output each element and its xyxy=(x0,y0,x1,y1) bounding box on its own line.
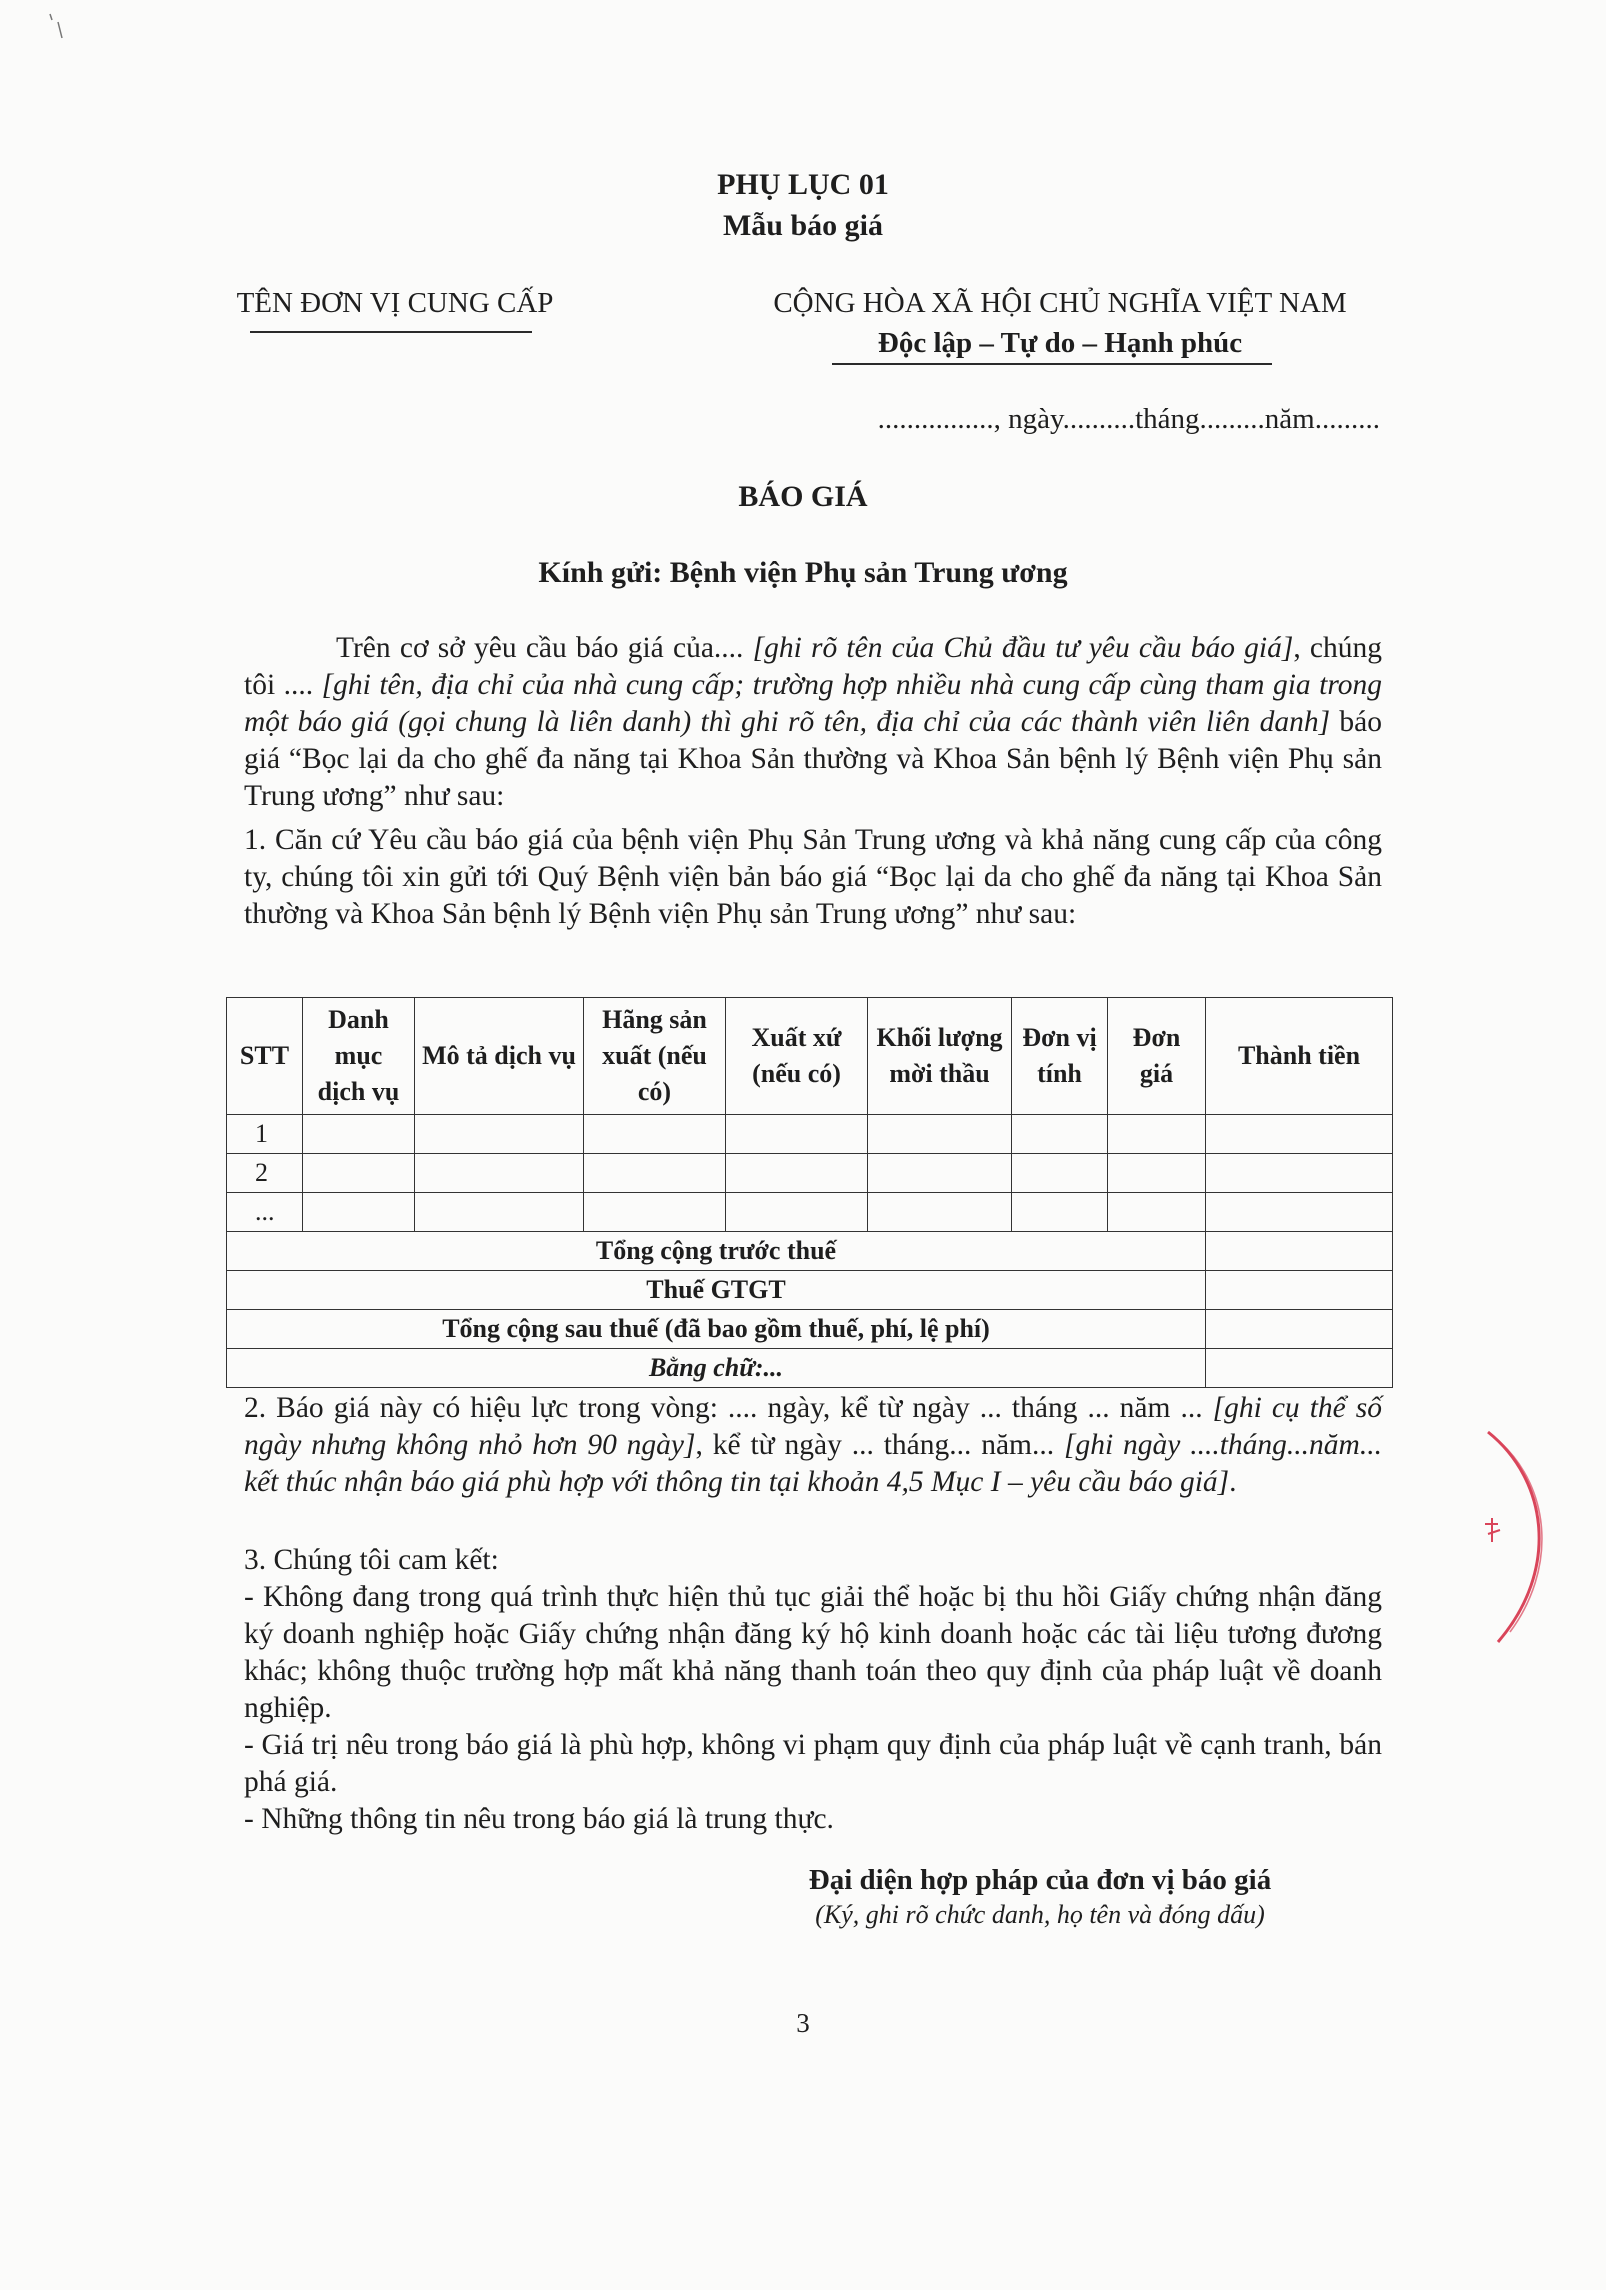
row-number: 1 xyxy=(227,1115,303,1154)
commitments-title: 3. Chúng tôi cam kết: xyxy=(244,1544,499,1576)
table-cell xyxy=(868,1193,1012,1232)
row-number: 2 xyxy=(227,1154,303,1193)
in-words-row xyxy=(227,1349,1393,1388)
country-name: CỘNG HÒA XÃ HỘI CHỦ NGHĨA VIỆT NAM xyxy=(773,287,1347,319)
table-cell xyxy=(868,1154,1012,1193)
table-cell xyxy=(726,1115,868,1154)
motto: Độc lập – Tự do – Hạnh phúc xyxy=(877,327,1243,359)
row-number: ... xyxy=(227,1193,303,1232)
intro-text-c: báo giá “Bọc lại da cho ghế đa năng tại Khoa Sản thường và Khoa Sản bệnh lý Bệnh viện Phụ sản Trung ương” như sau: xyxy=(244,706,1383,812)
table-cell xyxy=(303,1115,415,1154)
date-line: ................, ngày..........tháng.........năm......... xyxy=(877,403,1380,435)
table-cell xyxy=(1108,1115,1206,1154)
intro-placeholder-b: [ghi tên, địa chỉ của nhà cung cấp; trường hợp nhiều nhà cung cấp cùng tham gia trong một báo giá (gọi chung là liên danh) thì ghi rõ tên, địa chỉ của các thành viên liên danh] xyxy=(244,669,1382,738)
total-label: Tổng cộng sau thuế (đã bao gồm thuế, phí, lệ phí) xyxy=(227,1310,1206,1349)
appendix-subtitle: Mẫu báo giá xyxy=(722,209,884,242)
header-unit-price: Đơn giá xyxy=(1108,998,1206,1115)
recipient-line: Kính gửi: Bệnh viện Phụ sản Trung ương xyxy=(538,556,1068,589)
validity-text-c: . xyxy=(1229,1466,1237,1498)
appendix-title: PHỤ LỤC 01 xyxy=(717,168,889,201)
header-quantity: Khối lượng mời thầu xyxy=(868,998,1012,1115)
quote-table xyxy=(226,997,1393,1388)
vat-value xyxy=(1206,1271,1393,1310)
table-cell xyxy=(1206,1115,1393,1154)
table-row xyxy=(227,1193,1393,1232)
table-cell xyxy=(303,1193,415,1232)
intro-text-a: Trên cơ sở yêu cầu báo giá của.... xyxy=(336,632,753,664)
total-row xyxy=(227,1310,1393,1349)
table-header-row xyxy=(227,998,1393,1115)
supplier-underline xyxy=(250,331,532,333)
validity-text-b: , kể từ ngày ... tháng... năm... xyxy=(695,1429,1064,1461)
table-cell xyxy=(415,1115,584,1154)
commitment-item: - Những thông tin nêu trong báo giá là trung thực. xyxy=(244,1803,834,1835)
table-cell xyxy=(303,1154,415,1193)
table-cell xyxy=(1012,1115,1108,1154)
header-service-list: Danh mục dịch vụ xyxy=(303,998,415,1115)
intro-text-b: , chúng tôi .... xyxy=(244,632,1382,701)
basis-paragraph: 1. Căn cứ Yêu cầu báo giá của bệnh viện Phụ Sản Trung ương và khả năng cung cấp của công ty, chúng tôi xin gửi tới Quý Bệnh viện bản báo giá “Bọc lại da cho ghế đa năng tại Khoa Sản thường và Khoa Sản bệnh lý Bệnh viện Phụ sản Trung ương” như sau: xyxy=(244,824,1382,930)
validity-placeholder-b: [ghi ngày ....tháng...năm... kết thúc nhận báo giá phù hợp với thông tin tại khoản 4,5 Mục I – yêu cầu báo giá] xyxy=(244,1429,1382,1498)
table-row xyxy=(227,1115,1393,1154)
table-cell xyxy=(584,1154,726,1193)
table-cell xyxy=(726,1154,868,1193)
commitments-section xyxy=(244,1542,1382,1838)
table-cell xyxy=(1206,1154,1393,1193)
table-cell xyxy=(584,1193,726,1232)
table-cell xyxy=(415,1193,584,1232)
signature-title: Đại diện hợp pháp của đơn vị báo giá xyxy=(808,1864,1272,1896)
validity-placeholder-a: [ghi cụ thể số ngày nhưng không nhỏ hơn 90 ngày] xyxy=(244,1392,1382,1461)
header-stt: STT xyxy=(227,998,303,1115)
scan-mark-icon xyxy=(42,8,72,48)
table-cell xyxy=(868,1115,1012,1154)
header-service-description: Mô tả dịch vụ xyxy=(415,998,584,1115)
signature-note: (Ký, ghi rõ chức danh, họ tên và đóng dấu) xyxy=(815,1900,1265,1929)
red-seal-icon xyxy=(1468,1420,1558,1650)
in-words-value xyxy=(1206,1349,1393,1388)
header-origin: Xuất xứ (nếu có) xyxy=(726,998,868,1115)
table-cell xyxy=(415,1154,584,1193)
header-manufacturer: Hãng sản xuất (nếu có) xyxy=(584,998,726,1115)
page-number: 3 xyxy=(796,2008,810,2038)
table-cell xyxy=(1108,1193,1206,1232)
header-amount: Thành tiền xyxy=(1206,998,1393,1115)
subtotal-value xyxy=(1206,1232,1393,1271)
motto-underline xyxy=(832,363,1272,365)
vat-row xyxy=(227,1271,1393,1310)
validity-paragraph xyxy=(244,1390,1382,1501)
subtotal-row xyxy=(227,1232,1393,1271)
intro-paragraph xyxy=(244,630,1382,815)
header-unit: Đơn vị tính xyxy=(1012,998,1108,1115)
table-cell xyxy=(726,1193,868,1232)
table-cell xyxy=(1206,1193,1393,1232)
commitment-item: - Giá trị nêu trong báo giá là phù hợp, không vi phạm quy định của pháp luật về cạnh tranh, bán phá giá. xyxy=(244,1729,1382,1798)
in-words-label: Bằng chữ:... xyxy=(227,1349,1206,1388)
commitment-item: - Không đang trong quá trình thực hiện thủ tục giải thể hoặc bị thu hồi Giấy chứng nhận đăng ký doanh nghiệp hoặc Giấy chứng nhận đăng ký hộ kinh doanh hoặc các tài liệu tương đương khác; không thuộc trường hợp mất khả năng thanh toán theo quy định của pháp luật về doanh nghiệp. xyxy=(244,1581,1382,1724)
supplier-name: TÊN ĐƠN VỊ CUNG CẤP xyxy=(236,287,554,319)
quote-title: BÁO GIÁ xyxy=(738,480,868,513)
table-cell xyxy=(584,1115,726,1154)
vat-label: Thuế GTGT xyxy=(227,1271,1206,1310)
table-row xyxy=(227,1154,1393,1193)
subtotal-label: Tổng cộng trước thuế xyxy=(227,1232,1206,1271)
table-cell xyxy=(1012,1193,1108,1232)
intro-placeholder-a: [ghi rõ tên của Chủ đầu tư yêu cầu báo giá] xyxy=(752,632,1294,664)
total-value xyxy=(1206,1310,1393,1349)
table-cell xyxy=(1012,1154,1108,1193)
table-cell xyxy=(1108,1154,1206,1193)
validity-text-a: 2. Báo giá này có hiệu lực trong vòng: .... ngày, kể từ ngày ... tháng ... năm ... xyxy=(244,1392,1213,1424)
